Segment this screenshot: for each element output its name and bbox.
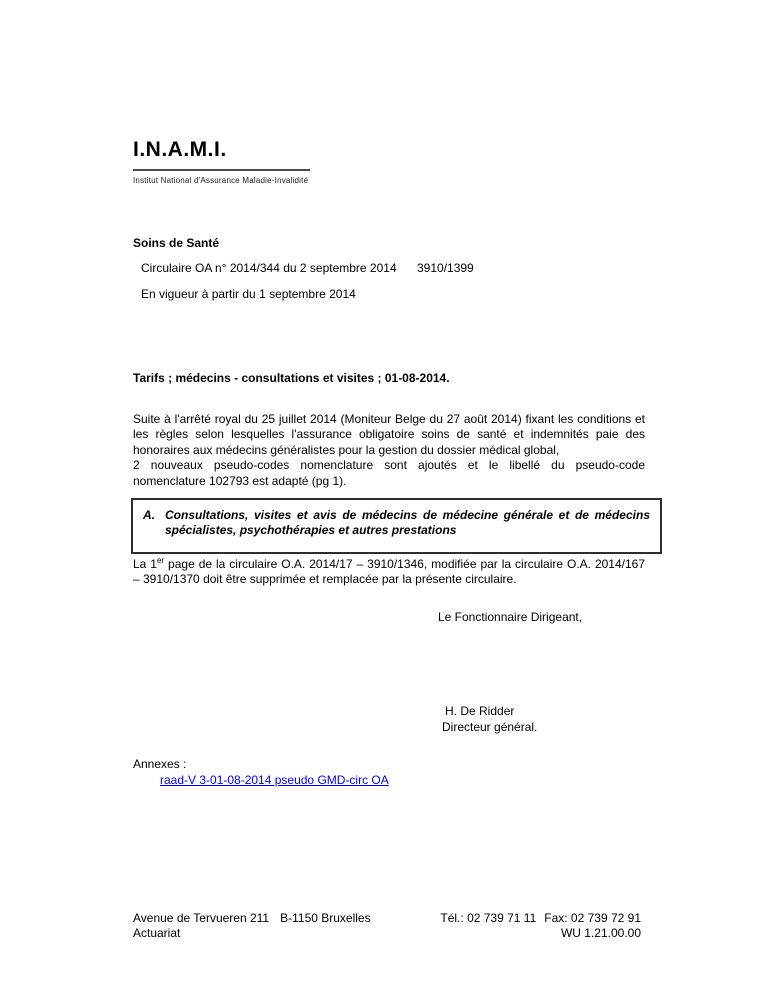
subject-line: Tarifs ; médecins - consultations et visites ; 01-08-2014. xyxy=(133,371,450,385)
paragraph-text: page de la circulaire O.A. 2014/17 – 3910/1346, modifiée par la circulaire O.A. 2014/167 xyxy=(164,557,646,571)
paragraph-line: 2 nouveaux pseudo-codes nomenclature sont ajoutés et le libellé du pseudo-code xyxy=(133,458,645,473)
signatory-name: H. De Ridder xyxy=(445,704,515,718)
paragraph-intro xyxy=(133,412,645,489)
footer-address-line xyxy=(133,911,371,926)
org-abbreviation: I.N.A.M.I. xyxy=(133,138,227,161)
footer-city: B-1150 Bruxelles xyxy=(280,911,371,925)
footer-tel: Tél.: 02 739 71 11 xyxy=(440,911,537,925)
paragraph-line: Suite à l'arrêté royal du 25 juillet 2014 (Moniteur Belge du 27 août 2014) fixant les conditions et xyxy=(133,412,645,426)
section-a-text xyxy=(165,508,650,539)
signatory-role: Le Fonctionnaire Dirigeant, xyxy=(438,610,583,624)
effective-date-line: En vigueur à partir du 1 septembre 2014 xyxy=(141,287,356,301)
section-a-label: A. xyxy=(143,508,155,522)
annexes-label: Annexes : xyxy=(133,757,187,771)
paragraph-line: – 3910/1370 doit être supprimée et remplacée par la présente circulaire. xyxy=(133,572,517,587)
letterhead-rule xyxy=(133,169,310,171)
circular-reference: 3910/1399 xyxy=(417,261,474,275)
signatory-title: Directeur général. xyxy=(442,720,538,734)
circular-number-line: Circulaire OA n° 2014/344 du 2 septembre 2014 xyxy=(141,261,397,275)
footer-code: WU 1.21.00.00 xyxy=(560,926,641,941)
annex-document-link[interactable]: raad-V 3-01-08-2014 pseudo GMD-circ OA xyxy=(160,773,389,787)
paragraph-text: La 1 xyxy=(133,557,157,571)
paragraph-line: nomenclature 102793 est adapté (pg 1). xyxy=(133,473,347,488)
paragraph-replacement xyxy=(133,557,645,588)
footer-contact-line xyxy=(380,911,641,926)
section-a-box xyxy=(131,498,662,554)
paragraph-line: les règles selon lesquelles l'assurance obligatoire soins de santé et indemnités paie des xyxy=(133,427,645,442)
footer-street: Avenue de Tervueren 211 xyxy=(133,911,270,925)
org-full-name: Institut National d'Assurance Maladie-Invalidité xyxy=(133,176,309,185)
paragraph-line: honoraires aux médecins généralistes pour la gestion du dossier médical global, xyxy=(133,442,560,457)
footer-address-block xyxy=(133,911,371,942)
department-label: Soins de Santé xyxy=(133,236,220,250)
footer-contact-block xyxy=(380,911,641,942)
section-a-line: Consultations, visites et avis de médecins de médecine générale et de médecins xyxy=(165,508,650,522)
footer-dept: Actuariat xyxy=(133,926,181,941)
ordinal-superscript: er xyxy=(156,556,165,565)
paragraph-line xyxy=(133,557,645,572)
footer-fax: Fax: 02 739 72 91 xyxy=(544,911,641,925)
section-a-line: spécialistes, psychothérapies et autres prestations xyxy=(165,523,457,538)
